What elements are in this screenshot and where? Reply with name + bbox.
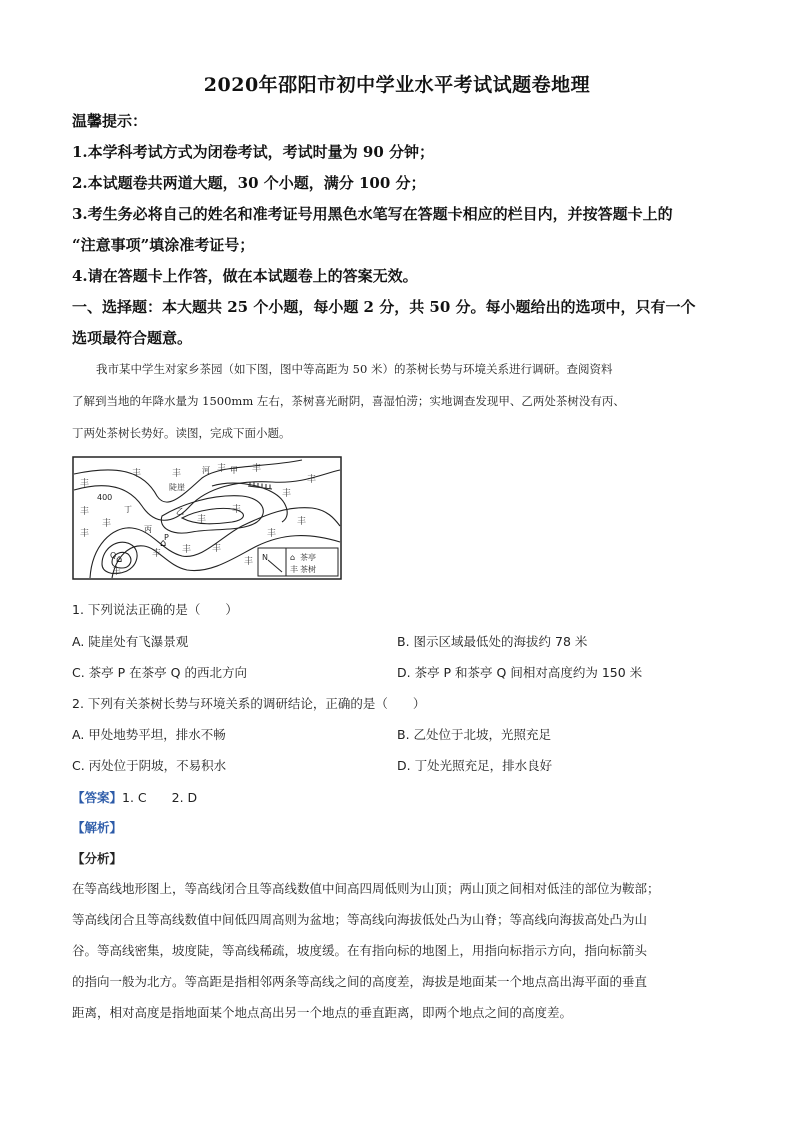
pavilion-icon: ⌂ — [160, 538, 167, 549]
legend-pavilion: 茶亭 — [300, 553, 316, 562]
tea-tree-icon: 丰 — [232, 505, 242, 515]
question-stem: 2. 下列有关茶树长势与环境关系的调研结论，正确的是（ ） — [72, 696, 426, 711]
tea-tree-icon: 丰 — [132, 469, 142, 479]
option-d: D. 茶亭 P 和茶亭 Q 间相对高度约为 150 米 — [397, 665, 643, 680]
answer-line — [72, 788, 197, 806]
notice-heading: 温馨提示： — [72, 112, 148, 130]
notice-item: 1.本学科考试方式为闭卷考试，考试时量为 90 分钟； — [72, 143, 434, 161]
notice-item: 3.考生务必将自己的姓名和准考证号用黑色水笔写在答题卡相应的栏目内，并按答题卡上的 — [72, 205, 673, 223]
label-jia: 甲 — [230, 466, 238, 475]
tea-tree-icon: 丰 — [307, 475, 317, 485]
legend-tree: 茶树 — [300, 565, 316, 574]
analysis-line: 在等高线地形图上，等高线闭合且等高线数值中间高四周低则为山顶；两山顶之间相对低洼的部位为鞍部； — [72, 881, 660, 896]
tea-tree-icon: 丰 — [197, 515, 207, 525]
notice-item: “注意事项”填涂准考证号； — [72, 236, 255, 254]
page-title: 2020年邵阳市初中学业水平考试试题卷地理 — [203, 74, 591, 96]
fenxi-tag: 【分析】 — [72, 851, 123, 866]
answer-text: 1. C 2. D — [122, 790, 198, 805]
tea-tree-icon: 丰 — [172, 469, 182, 479]
analysis-line: 谷。等高线密集，坡度陡，等高线稀疏，坡度缓。在有指向标的地图上，用指向标指示方向，指向标箭头 — [72, 943, 648, 958]
elevation-label: 400 — [97, 493, 113, 502]
tea-tree-icon: 丰 — [80, 529, 90, 539]
tea-tree-icon: 丰 — [182, 545, 192, 555]
option-b: B. 乙处位于北坡，光照充足 — [397, 727, 552, 742]
tea-tree-icon: 丰 — [244, 557, 254, 567]
label-yi: 乙 — [176, 507, 184, 516]
tea-tree-icon: 丰 — [102, 519, 112, 529]
option-d: D. 丁处光照充足，排水良好 — [397, 758, 553, 773]
tea-tree-icon: 丰 — [252, 464, 262, 474]
tea-tree-icon: 丰 — [80, 507, 90, 517]
option-c: C. 茶亭 P 在茶亭 Q 的西北方向 — [72, 665, 247, 680]
option-a: A. 甲处地势平坦，排水不畅 — [72, 727, 226, 742]
north-label: N — [262, 553, 268, 562]
tea-tree-icon: 丰 — [112, 567, 122, 577]
analysis-line: 的指向一般为北方。等高距是指相邻两条等高线之间的高度差，海拔是地面某一个地点高出海平面的垂直 — [72, 974, 648, 989]
river-label: 河 — [202, 466, 210, 475]
option-c: C. 丙处位于阴坡，不易积水 — [72, 758, 227, 773]
notice-item: 2.本试题卷共两道大题，30 个小题，满分 100 分； — [72, 174, 426, 192]
pavilion-icon: ⌂ — [116, 554, 123, 565]
section-heading: 一、选择题：本大题共 25 个小题，每小题 2 分，共 50 分。每小题给出的选项中，只有一个 — [72, 298, 696, 316]
tea-tree-icon: 丰 — [152, 549, 162, 559]
analysis-line: 等高线闭合且等高线数值中间低四周高则为盆地；等高线向海拔低处凸为山脊；等高线向海拔高处凸为山 — [72, 912, 648, 927]
analysis-line: 距离，相对高度是指地面某个地点高出另一个地点的垂直距离，即两个地点之间的高度差。 — [72, 1005, 573, 1020]
contour-map — [72, 456, 342, 580]
answer-tag: 【答案】 — [72, 790, 123, 805]
tree-legend-icon: 丰 — [290, 565, 298, 574]
option-b: B. 图示区域最低处的海拔约 78 米 — [397, 634, 588, 649]
label-q: Q — [110, 551, 117, 560]
option-a: A. 陡崖处有飞瀑景观 — [72, 634, 189, 649]
label-ding: 丁 — [124, 505, 132, 514]
analysis-tag: 【解析】 — [72, 820, 123, 835]
label-bing: 丙 — [144, 525, 152, 534]
tea-tree-icon: 丰 — [212, 544, 222, 554]
question-stem: 1. 下列说法正确的是（ ） — [72, 602, 238, 617]
section-heading-cont: 选项最符合题意。 — [72, 329, 193, 347]
tea-tree-icon: 丰 — [267, 529, 277, 539]
tea-tree-icon: 丰 — [282, 489, 292, 499]
intro-line: 丁两处茶树长势好。读图，完成下面小题。 — [72, 426, 291, 440]
intro-line: 了解到当地的年降水量为 1500mm 左右，茶树喜光耐阴，喜湿怕涝；实地调查发现甲、乙两处茶树没有丙、 — [72, 394, 625, 408]
intro-line: 我市某中学生对家乡茶园（如下图，图中等高距为 50 米）的茶树长势与环境关系进行调研。查阅资料 — [96, 362, 613, 376]
notice-item: 4.请在答题卡上作答，做在本试题卷上的答案无效。 — [72, 267, 418, 285]
label-p: P — [164, 533, 169, 542]
pavilion-legend-icon: ⌂ — [290, 553, 296, 562]
tea-tree-icon: 丰 — [217, 464, 227, 474]
tea-tree-icon: 丰 — [297, 517, 307, 527]
tea-tree-icon: 丰 — [80, 479, 90, 489]
cliff-label: 陡崖 — [169, 483, 185, 492]
